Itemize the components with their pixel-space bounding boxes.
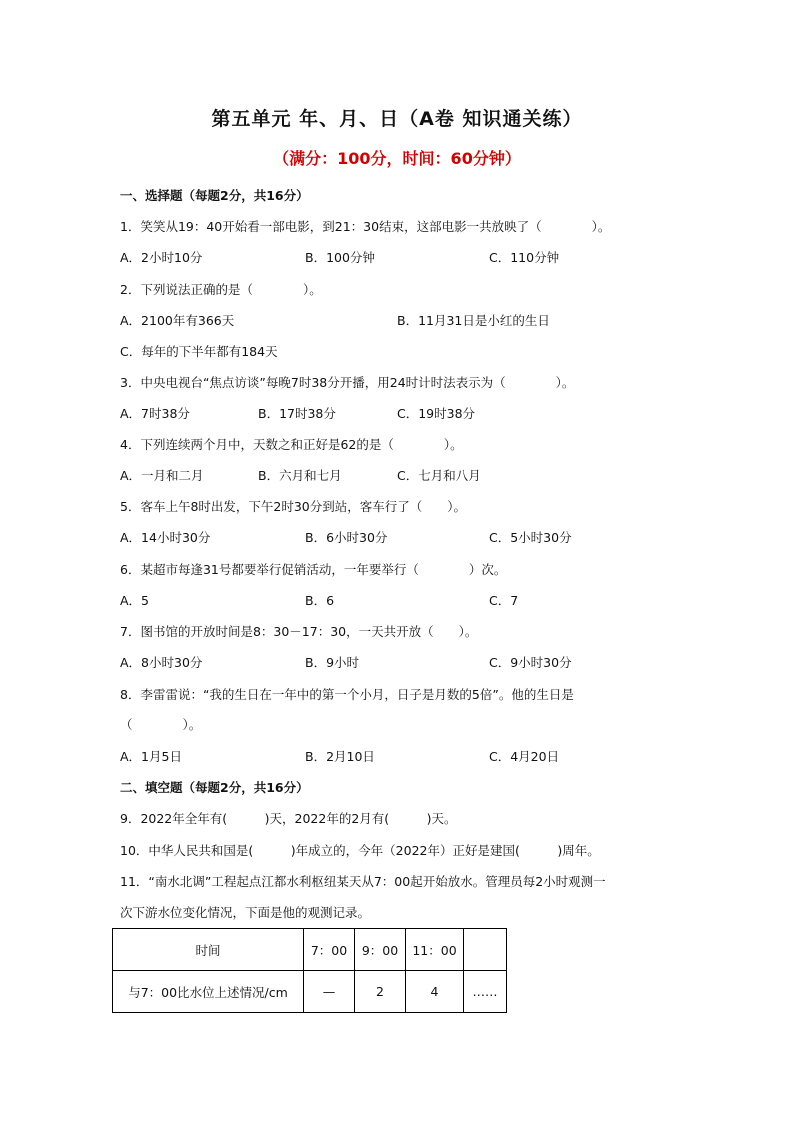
question-2: 2．下列说法正确的是（ ）。 [120,282,322,297]
table-header-cell [464,929,507,971]
table-header-cell: 9：00 [355,929,406,971]
q5-option-c: C．5小时30分 [489,530,572,545]
q4-option-b: B．六月和七月 [258,468,342,483]
q6-option-b: B．6 [305,593,335,608]
q2-option-c: C．每年的下半年都有184天 [120,344,278,359]
question-11-continued: 次下游水位变化情况，下面是他的观测记录。 [120,905,371,920]
question-3: 3．中央电视台“焦点访谈”每晚7时38分开播，用24时计时法表示为（ ）。 [120,375,575,390]
q4-option-a: A．一月和二月 [120,468,204,483]
table-header-cell: 11：00 [406,929,464,971]
page-title: 第五单元 年、月、日（A卷 知识通关练） [211,108,583,130]
q7-option-c: C．9小时30分 [489,655,572,670]
section2-heading: 二、填空题（每题2分，共16分） [120,780,309,795]
q3-option-a: A．7时38分 [120,406,190,421]
q3-option-b: B．17时38分 [258,406,336,421]
q5-option-a: A．14小时30分 [120,530,211,545]
q2-option-b: B．11月31日是小红的生日 [397,313,550,328]
table-cell: 2 [355,971,406,1013]
question-4: 4．下列连续两个月中，天数之和正好是62的是（ ）。 [120,437,463,452]
q7-option-a: A．8小时30分 [120,655,203,670]
table-header-cell: 7：00 [304,929,355,971]
section1-heading: 一、选择题（每题2分，共16分） [120,188,309,203]
question-10: 10．中华人民共和国是( )年成立的，今年（2022年）正好是建国( )周年。 [120,843,600,858]
q1-option-b: B．100分钟 [305,250,375,265]
page-subtitle: （满分：100分，时间：60分钟） [273,149,521,168]
table-row [113,971,507,1013]
table-header-cell: 时间 [113,929,304,971]
table-header-row [113,929,507,971]
q8-option-c: C．4月20日 [489,749,560,764]
question-1: 1．笑笑从19：40开始看一部电影，到21：30结束，这部电影一共放映了（ ）。 [120,219,611,234]
water-level-table [112,928,507,1013]
q3-option-c: C．19时38分 [397,406,476,421]
question-5: 5．客车上午8时出发，下午2时30分到站，客车行了（ ）。 [120,499,467,514]
q6-option-c: C．7 [489,593,519,608]
table-cell: …… [464,971,507,1013]
q6-option-a: A．5 [120,593,150,608]
q2-option-a: A．2100年有366天 [120,313,235,328]
q4-option-c: C．七月和八月 [397,468,481,483]
table-cell: 与7：00比水位上述情况/cm [113,971,304,1013]
q7-option-b: B．9小时 [305,655,360,670]
table-cell: — [304,971,355,1013]
question-9: 9．2022年全年有( )天，2022年的2月有( )天。 [120,811,457,826]
question-7: 7．图书馆的开放时间是8：30－17：30，一天共开放（ ）。 [120,624,478,639]
question-11: 11．“南水北调”工程起点江都水利枢纽某天从7：00起开始放水。管理员每2小时观测一 [120,874,606,889]
q1-option-c: C．110分钟 [489,250,560,265]
question-8: 8．李雷雷说：“我的生日在一年中的第一个小月，日子是月数的5倍”。他的生日是 [120,687,574,702]
table-cell: 4 [406,971,464,1013]
q1-option-a: A．2小时10分 [120,250,203,265]
q8-option-a: A．1月5日 [120,749,182,764]
question-8-continued: （ ）。 [120,717,202,732]
q5-option-b: B．6小时30分 [305,530,388,545]
question-6: 6．某超市每逢31号都要举行促销活动，一年要举行（ ）次。 [120,562,507,577]
q8-option-b: B．2月10日 [305,749,375,764]
